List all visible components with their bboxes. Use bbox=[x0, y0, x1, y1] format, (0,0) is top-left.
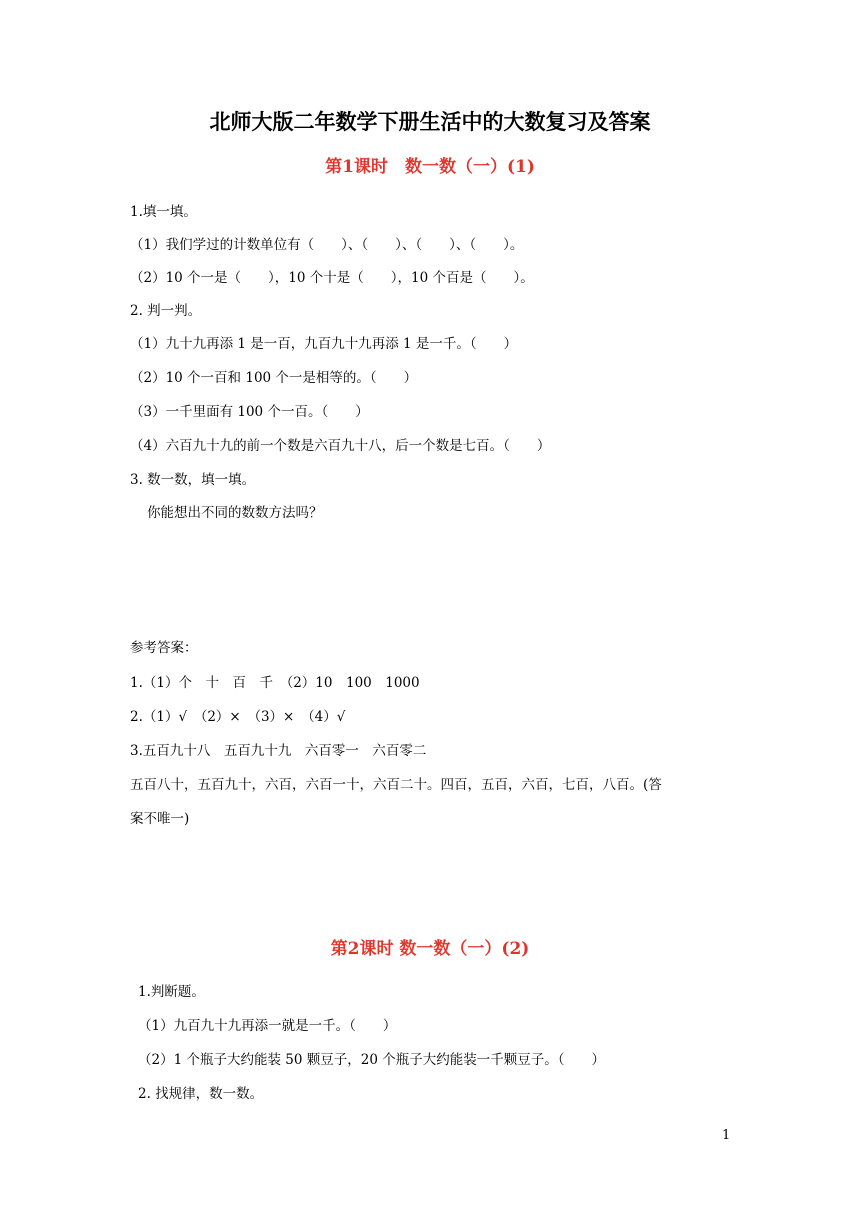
answer-heading: 参考答案： bbox=[130, 640, 198, 656]
lesson2-heading: 第2课时 数一数（一）(2) bbox=[330, 939, 530, 959]
answer-line: 2.（1）√ （2）× （3）× （4）√ bbox=[130, 709, 346, 725]
question-line: 3. 数一数，填一填。 bbox=[130, 472, 256, 488]
answer-line: 3.五百九十八 五百九十九 六百零一 六百零二 bbox=[130, 743, 427, 759]
question-line: （1）九百九十九再添一就是一千。（ ） bbox=[138, 1018, 397, 1034]
question-line: （2）10 个一是（ ），10 个十是（ ），10 个百是（ ）。 bbox=[130, 270, 534, 286]
page-title: 北师大版二年数学下册生活中的大数复习及答案 bbox=[209, 109, 651, 134]
question-line: （3）一千里面有 100 个一百。（ ） bbox=[130, 404, 369, 420]
question-line: （1）九十九再添 1 是一百，九百九十九再添 1 是一千。（ ） bbox=[130, 336, 518, 352]
question-line: （1）我们学过的计数单位有（ ）、（ ）、（ ）、（ ）。 bbox=[130, 237, 524, 253]
question-line: 1.填一填。 bbox=[130, 204, 197, 220]
question-line: 2. 找规律，数一数。 bbox=[138, 1086, 264, 1102]
question-line: 你能想出不同的数数方法吗？ bbox=[147, 505, 323, 521]
question-line: （2）10 个一百和 100 个一是相等的。（ ） bbox=[130, 370, 418, 386]
answer-line: 1.（1）个 十 百 千 （2）10 100 1000 bbox=[130, 675, 420, 691]
page-number: 1 bbox=[722, 1128, 731, 1143]
question-line: （2）1 个瓶子大约能装 50 颗豆子，20 个瓶子大约能装一千颗豆子。（ ） bbox=[138, 1052, 605, 1068]
answer-line: 案不唯一) bbox=[130, 811, 190, 827]
question-line: （4）六百九十九的前一个数是六百九十八，后一个数是七百。（ ） bbox=[130, 438, 551, 454]
answer-line: 五百八十，五百九十，六百，六百一十，六百二十。四百，五百，六百，七百，八百。(答 bbox=[130, 777, 662, 793]
question-line: 1.判断题。 bbox=[138, 984, 205, 1000]
lesson1-heading: 第1课时 数一数（一）(1) bbox=[325, 157, 535, 177]
question-line: 2. 判一判。 bbox=[130, 303, 202, 319]
